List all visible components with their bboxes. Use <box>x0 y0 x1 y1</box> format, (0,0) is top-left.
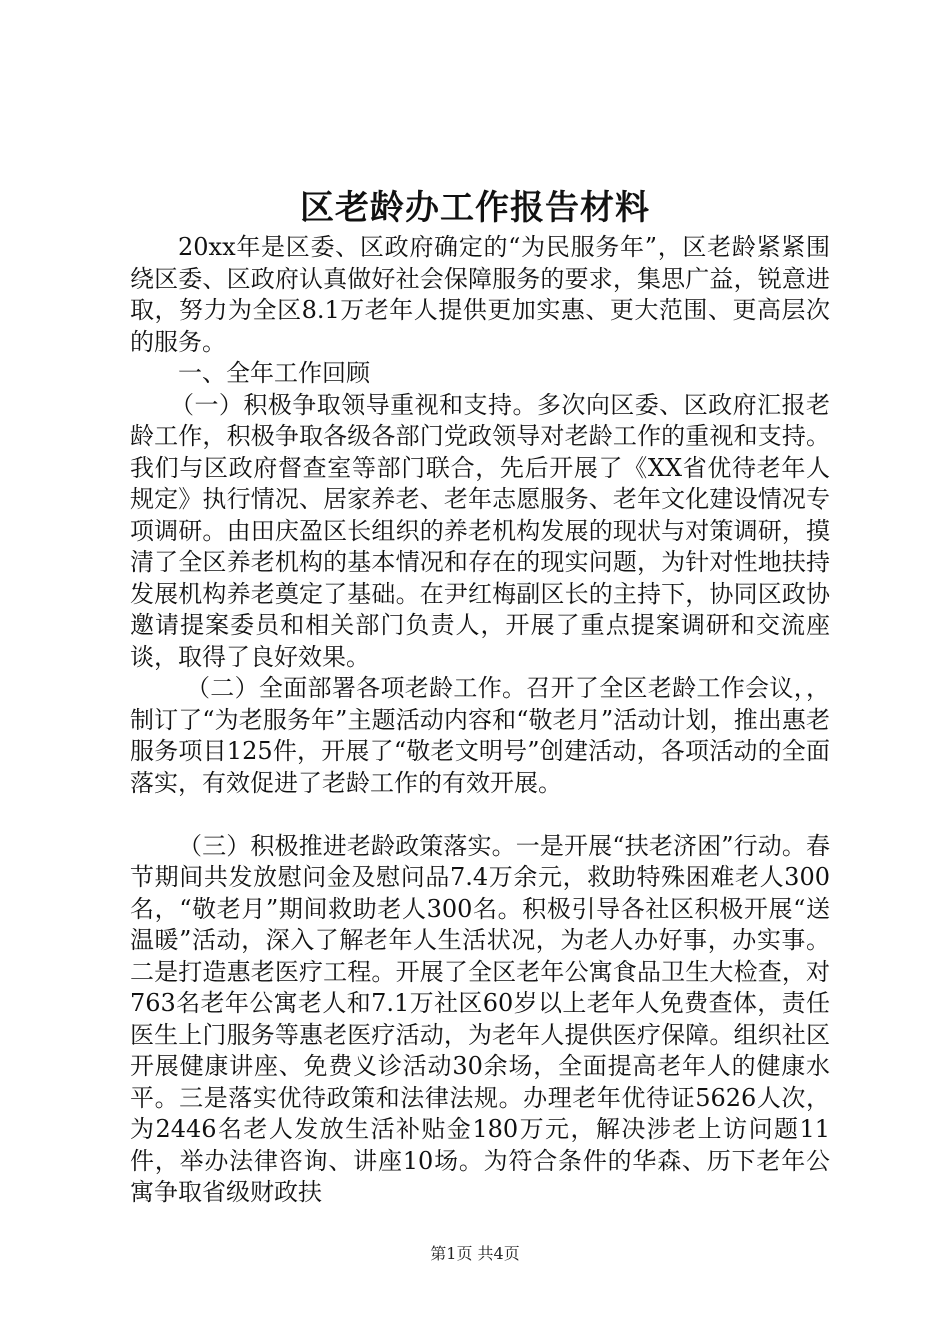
paragraph-item-3: （三）积极推进老龄政策落实。一是开展“扶老济困”行动。春节期间共发放慰问金及慰问品7.4万余元，救助特殊困难老人300名，“敬老月”期间救助老人300名。积极引导各社区积极开展“送温暖”活动，深入了解老年人生活状况，为老人办好事，办实事。二是打造惠老医疗工程。开展了全区老年公寓食品卫生大检查，对763名老年公寓老人和7.1万社区60岁以上老年人免费查体，责任医生上门服务等惠老医疗活动，为老年人提供医疗保障。组织社区开展健康讲座、免费义诊活动30余场，全面提高老年人的健康水平。三是落实优待政策和法律法规。办理老年优待证5626人次，为2446名老人发放生活补贴金180万元，解决涉老上访问题11件，举办法律咨询、讲座10场。为符合条件的华森、历下老年公寓争取省级财政扶 <box>130 831 830 1206</box>
paragraph-item-2: （二）全面部署各项老龄工作。召开了全区老龄工作会议，，制订了“为老服务年”主题活动内容和“敬老月”活动计划，推出惠老服务项目125件，开展了“敬老文明号”创建活动，各项活动的全面落实，有效促进了老龄工作的有效开展。 <box>130 674 830 797</box>
document-title: 区老龄办工作报告材料 <box>300 188 650 228</box>
section-heading: 一、全年工作回顾 <box>178 359 370 387</box>
paragraph-item-1: （一）积极争取领导重视和支持。多次向区委、区政府汇报老龄工作，积极争取各级各部门党政领导对老龄工作的重视和支持。我们与区政府督查室等部门联合，先后开展了《XX省优待老年人规定》执行情况、居家养老、老年志愿服务、老年文化建设情况专项调研。由田庆盈区长组织的养老机构发展的现状与对策调研，摸清了全区养老机构的基本情况和存在的现实问题，为针对性地扶持发展机构养老奠定了基础。在尹红梅副区长的主持下，协同区政协邀请提案委员和相关部门负责人，开展了重点提案调研和交流座谈，取得了良好效果。 <box>130 390 830 671</box>
document-body <box>130 232 830 1209</box>
paragraph-gap <box>130 799 830 831</box>
page-number: 第1页 共4页 <box>430 1244 520 1263</box>
intro-paragraph: 20xx年是区委、区政府确定的“为民服务年”，区老龄紧紧围绕区委、区政府认真做好社会保障服务的要求，集思广益，锐意进取，努力为全区8.1万老年人提供更加实惠、更大范围、更高层次的服务。 <box>130 233 830 356</box>
